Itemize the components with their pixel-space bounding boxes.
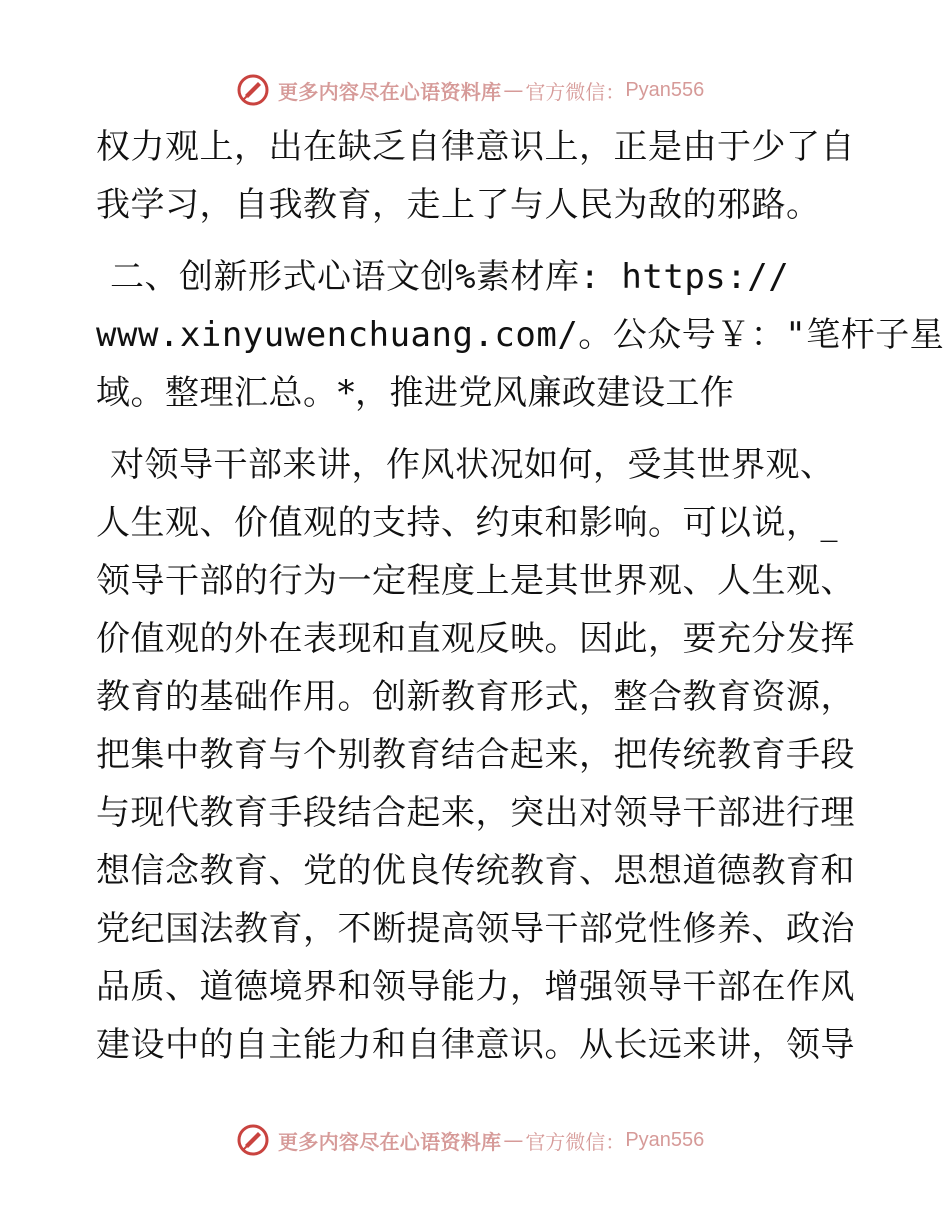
watermark-wechat-id: Pyan556 — [625, 78, 705, 101]
header-watermark — [236, 72, 704, 108]
body-line: 教育的基础作用。创新教育形式，整合教育资源， — [96, 677, 855, 717]
body-line: 人生观、价值观的支持、约束和影响。可以说，_ — [96, 503, 838, 543]
body-line: 品质、道德境界和领导能力，增强领导干部在作风 — [96, 967, 855, 1007]
stamp-logo-icon — [236, 1123, 270, 1157]
body-line: 与现代教育手段结合起来，突出对领导干部进行理 — [96, 793, 855, 833]
body-line: 我学习，自我教育，走上了与人民为敌的邪路。 — [96, 185, 821, 225]
footer-watermark — [236, 1122, 704, 1158]
section-heading-line: 二、创新形式心语文创%素材库: https:// — [110, 257, 790, 297]
watermark-separator: — — [503, 78, 524, 102]
section-heading-line: 域。整理汇总。*，推进党风廉政建设工作 — [96, 373, 735, 413]
body-line: 对领导干部来讲，作风状况如何，受其世界观、 — [110, 445, 835, 485]
body-line: 价值观的外在表现和直观反映。因此，要充分发挥 — [96, 619, 855, 659]
watermark-official-label: 官方微信： — [525, 1129, 626, 1154]
watermark-separator: — — [503, 1128, 524, 1152]
body-line: 把集中教育与个别教育结合起来，把传统教育手段 — [96, 735, 855, 775]
watermark-wechat-id: Pyan556 — [625, 1128, 705, 1151]
body-line: 想信念教育、党的优良传统教育、思想道德教育和 — [96, 851, 855, 891]
body-line: 权力观上，出在缺乏自律意识上，正是由于少了自 — [96, 127, 855, 167]
watermark-text: 更多内容尽在心语资料库 — [278, 79, 502, 104]
section-heading-line: www.xinyuwenchuang.com/。公众号￥："笔杆子星 — [96, 315, 945, 355]
document-body — [96, 118, 945, 1074]
watermark-official-label: 官方微信： — [525, 79, 626, 104]
body-line: 领导干部的行为一定程度上是其世界观、人生观、 — [96, 561, 855, 601]
watermark-text: 更多内容尽在心语资料库 — [278, 1129, 502, 1154]
body-line: 党纪国法教育，不断提高领导干部党性修养、政治 — [96, 909, 855, 949]
stamp-logo-icon — [236, 73, 270, 107]
body-line: 建设中的自主能力和自律意识。从长远来讲，领导 — [96, 1025, 855, 1065]
